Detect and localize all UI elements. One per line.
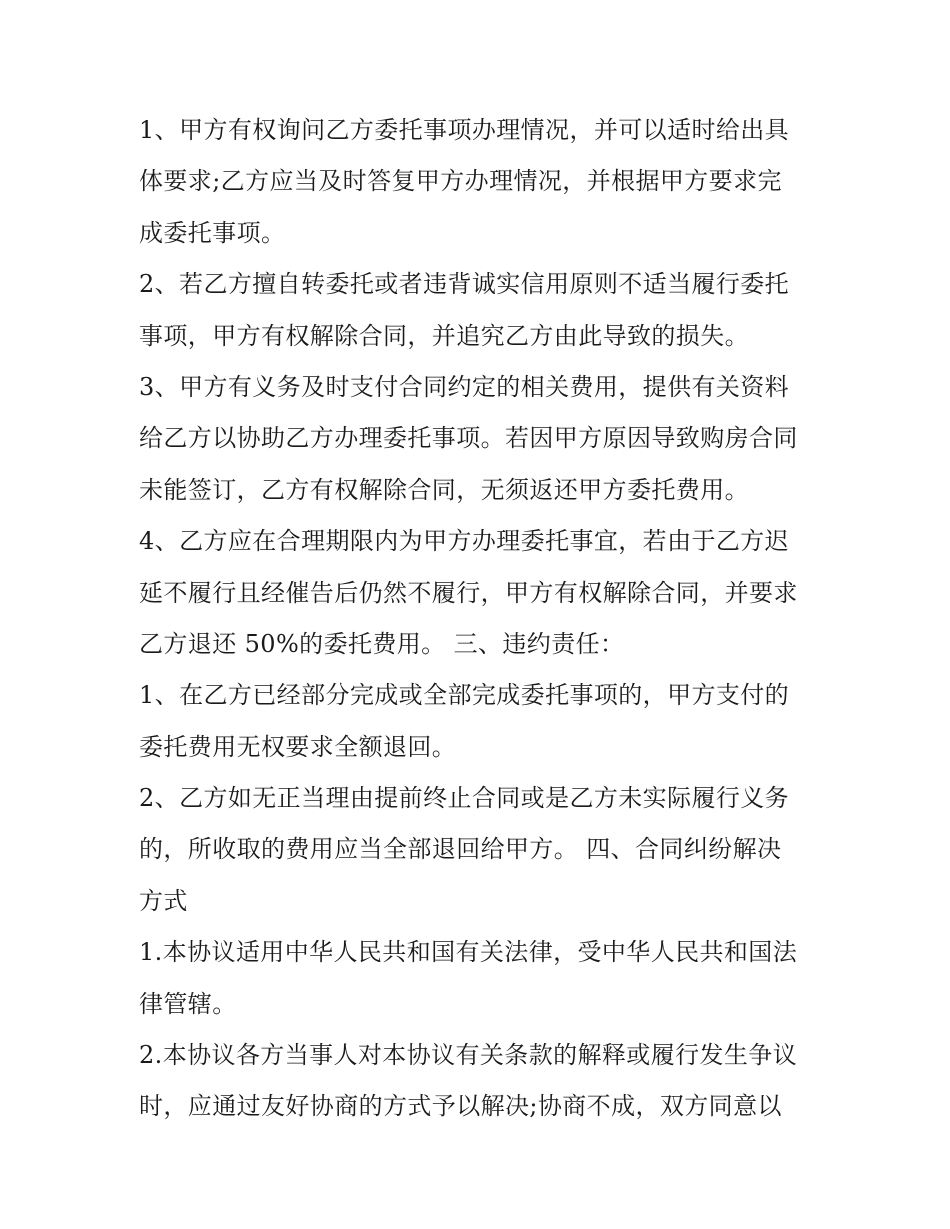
text-line: 方式 <box>139 886 188 915</box>
text-line: 未能签订，乙方有权解除合同，无须返还甲方委托费用。 <box>139 475 749 504</box>
text-line: 2、若乙方擅自转委托或者违背诚实信用原则不适当履行委托 <box>139 270 790 299</box>
text-line: 成委托事项。 <box>139 218 286 247</box>
text-line: 1、甲方有权询问乙方委托事项办理情况，并可以适时给出具 <box>139 116 790 144</box>
paragraph-liability-2 <box>139 773 819 927</box>
text-line: 律管辖。 <box>139 989 237 1018</box>
paragraph-clause-2-subdelegation <box>139 259 819 362</box>
text-line: 1.本协议适用中华人民共和国有关法律，受中华人民共和国法 <box>139 938 798 967</box>
text-line: 给乙方以协助乙方办理委托事项。若因甲方原因导致购房合同 <box>139 424 798 453</box>
paragraph-clause-1-inquiry <box>139 105 819 259</box>
text-line: 延不履行且经催告后仍然不履行，甲方有权解除合同，并要求 <box>139 578 798 607</box>
document-body <box>139 105 819 1133</box>
text-line: 委托费用无权要求全额退回。 <box>139 732 457 761</box>
text-line: 3、甲方有义务及时支付合同约定的相关费用，提供有关资料 <box>139 372 790 401</box>
text-line: 2.本协议各方当事人对本协议有关条款的解释或履行发生争议 <box>139 1041 798 1070</box>
paragraph-dispute-1-law <box>139 927 819 1030</box>
paragraph-liability-1 <box>139 670 819 773</box>
text-line: 事项，甲方有权解除合同，并追究乙方由此导致的损失。 <box>139 321 749 350</box>
paragraph-clause-4-deadline <box>139 516 819 670</box>
text-line: 体要求;乙方应当及时答复甲方办理情况，并根据甲方要求完 <box>139 167 782 196</box>
text-line: 乙方退还 50%的委托费用。 三、违约责任： <box>139 629 625 658</box>
paragraph-dispute-2-resolution <box>139 1030 819 1133</box>
text-line: 时，应通过友好协商的方式予以解决;协商不成，双方同意以 <box>139 1092 782 1121</box>
text-line: 的，所收取的费用应当全部退回给甲方。 四、合同纠纷解决 <box>139 835 782 864</box>
text-line: 1、在乙方已经部分完成或全部完成委托事项的，甲方支付的 <box>139 681 790 710</box>
text-line: 4、乙方应在合理期限内为甲方办理委托事宜，若由于乙方迟 <box>139 527 790 556</box>
paragraph-clause-3-payment <box>139 362 819 516</box>
text-line: 2、乙方如无正当理由提前终止合同或是乙方未实际履行义务 <box>139 784 790 813</box>
